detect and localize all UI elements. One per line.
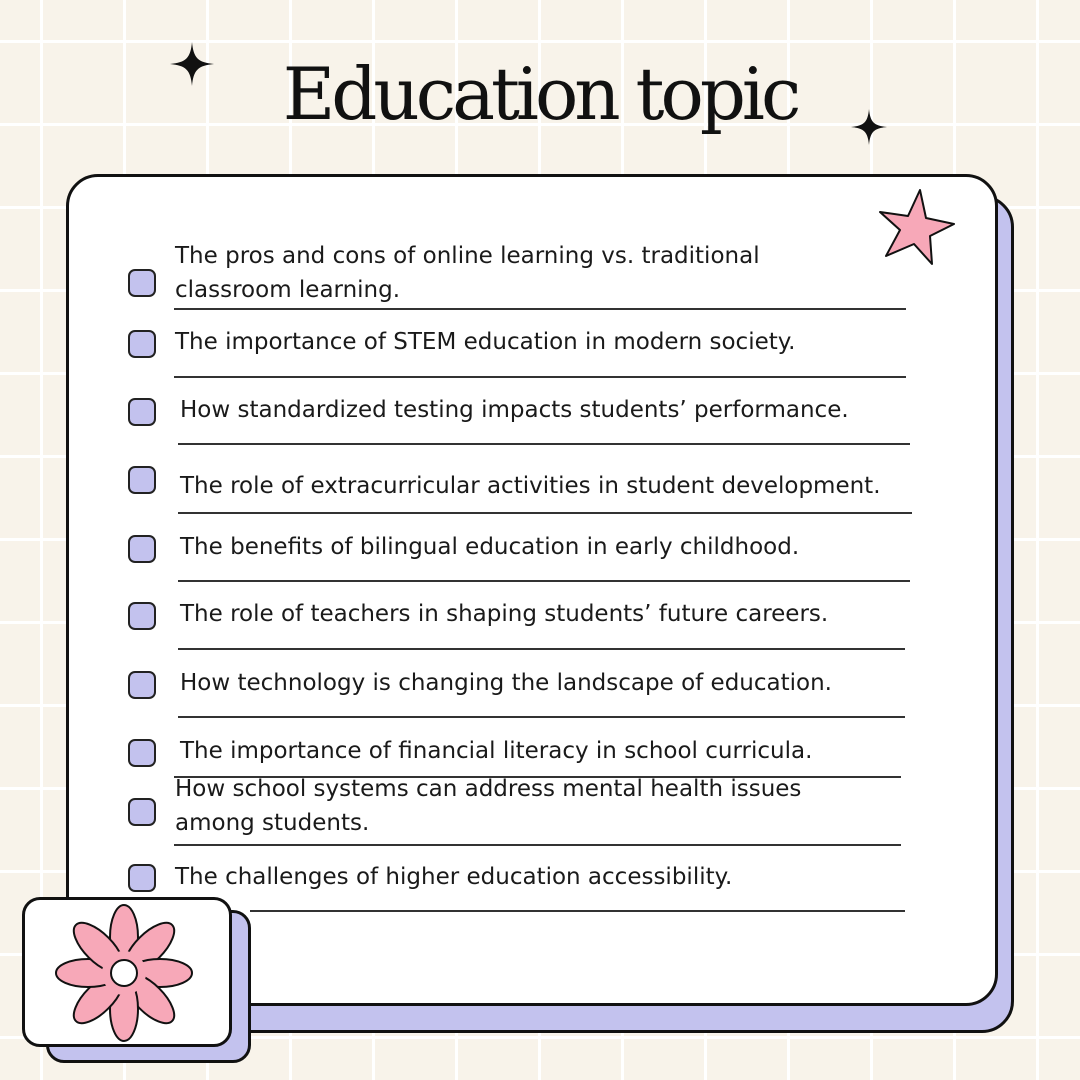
divider	[178, 443, 910, 445]
divider	[178, 512, 912, 514]
topic-text: The role of teachers in shaping students’ future careers.	[180, 601, 829, 627]
topic-text: The importance of financial literacy in school curricula.	[180, 738, 813, 764]
sparkle-icon	[170, 42, 214, 86]
topic-text: The pros and cons of online learning vs. traditional	[175, 243, 760, 269]
topic-checkbox[interactable]	[128, 602, 156, 630]
divider	[174, 308, 906, 310]
topic-text: The importance of STEM education in modern society.	[175, 329, 796, 355]
divider	[250, 910, 905, 912]
topic-checkbox[interactable]	[128, 398, 156, 426]
topic-checkbox[interactable]	[128, 671, 156, 699]
topic-checkbox[interactable]	[128, 739, 156, 767]
divider	[174, 376, 906, 378]
topic-text: classroom learning.	[175, 277, 401, 303]
flower-icon	[54, 903, 194, 1043]
divider	[178, 580, 910, 582]
topic-text: The benefits of bilingual education in early childhood.	[180, 534, 800, 560]
topic-text: How technology is changing the landscape of education.	[180, 670, 832, 696]
sparkle-icon	[851, 109, 887, 145]
topic-text: The role of extracurricular activities in student development.	[180, 473, 881, 499]
topic-text: The challenges of higher education accessibility.	[175, 864, 733, 890]
star-icon	[874, 186, 958, 270]
topic-checkbox[interactable]	[128, 466, 156, 494]
divider	[174, 844, 901, 846]
topic-checkbox[interactable]	[128, 269, 156, 297]
topic-text: among students.	[175, 810, 370, 836]
page-title: Education topic	[282, 52, 798, 136]
topic-checkbox[interactable]	[128, 864, 156, 892]
divider	[178, 716, 905, 718]
topic-checkbox[interactable]	[128, 798, 156, 826]
topic-checkbox[interactable]	[128, 330, 156, 358]
topic-text: How school systems can address mental health issues	[175, 776, 802, 802]
topic-checkbox[interactable]	[128, 535, 156, 563]
divider	[178, 648, 905, 650]
topic-text: How standardized testing impacts students’ performance.	[180, 397, 849, 423]
